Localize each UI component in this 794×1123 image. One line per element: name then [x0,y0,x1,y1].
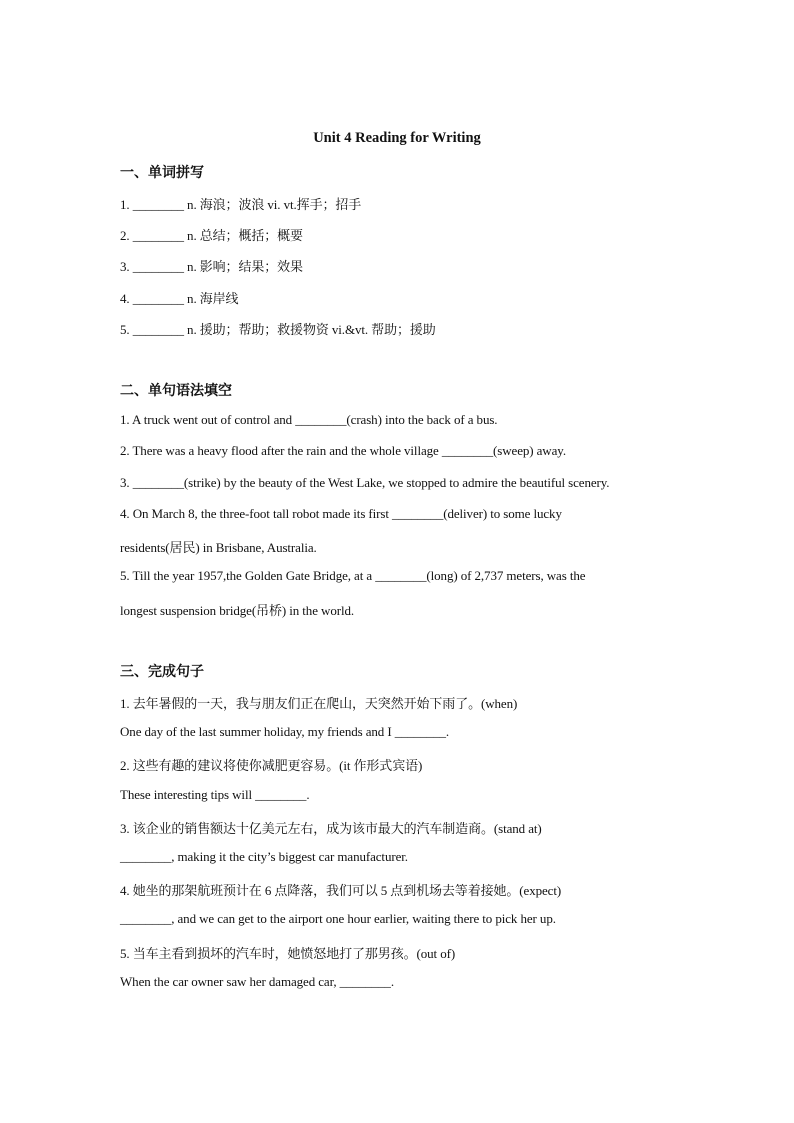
sentence-line: 1. 去年暑假的一天，我与朋友们正在爬山，天突然开始下雨了。(when) [120,696,518,711]
sentence-line: ________, and we can get to the airport one hour earlier, waiting there to pick her up. [120,911,556,926]
spelling-item: 1. ________ n. 海浪；波浪 vi. vt.挥手；招手 [120,197,362,212]
spelling-item: 3. ________ n. 影响；结果；效果 [120,259,303,274]
sentence-line: 4. 她坐的那架航班预计在 6 点降落，我们可以 5 点到机场去等着接她。(expect) [120,883,562,898]
grammar-line: 5. Till the year 1957,the Golden Gate Bridge, at a ________(long) of 2,737 meters, was the [120,568,586,583]
sentence-line: 3. 该企业的销售额达十亿美元左右，成为该市最大的汽车制造商。(stand at) [120,821,542,836]
grammar-line: 3. ________(strike) by the beauty of the West Lake, we stopped to admire the beautiful scenery. [120,475,610,490]
grammar-line: longest suspension bridge(吊桥) in the world. [120,603,355,618]
sentence-line: 5. 当车主看到损坏的汽车时，她愤怒地打了那男孩。(out of) [120,946,456,961]
spelling-item: 4. ________ n. 海岸线 [120,291,239,306]
section-heading-grammar: 二、单句语法填空 [120,383,232,399]
grammar-line: 4. On March 8, the three-foot tall robot made its first ________(deliver) to some lucky [120,506,562,521]
sentence-line: One day of the last summer holiday, my friends and I ________. [120,724,450,739]
spelling-item: 5. ________ n. 援助；帮助；救援物资 vi.&vt. 帮助；援助 [120,322,436,337]
sentence-line: These interesting tips will ________. [120,787,310,802]
section-heading-sentences: 三、完成句子 [120,664,204,680]
sentence-line: 2. 这些有趣的建议将使你减肥更容易。(it 作形式宾语) [120,758,423,773]
spelling-item: 2. ________ n. 总结；概括；概要 [120,228,303,243]
sentence-line: ________, making it the city’s biggest car manufacturer. [120,849,408,864]
page-title: Unit 4 Reading for Writing [313,130,481,146]
grammar-line: 2. There was a heavy flood after the rain and the whole village ________(sweep) away. [120,443,566,458]
section-heading-spelling: 一、单词拼写 [120,165,204,181]
sentence-line: When the car owner saw her damaged car, ________. [120,974,394,989]
grammar-line: 1. A truck went out of control and ________(crash) into the back of a bus. [120,412,498,427]
grammar-line: residents(居民) in Brisbane, Australia. [120,540,317,555]
